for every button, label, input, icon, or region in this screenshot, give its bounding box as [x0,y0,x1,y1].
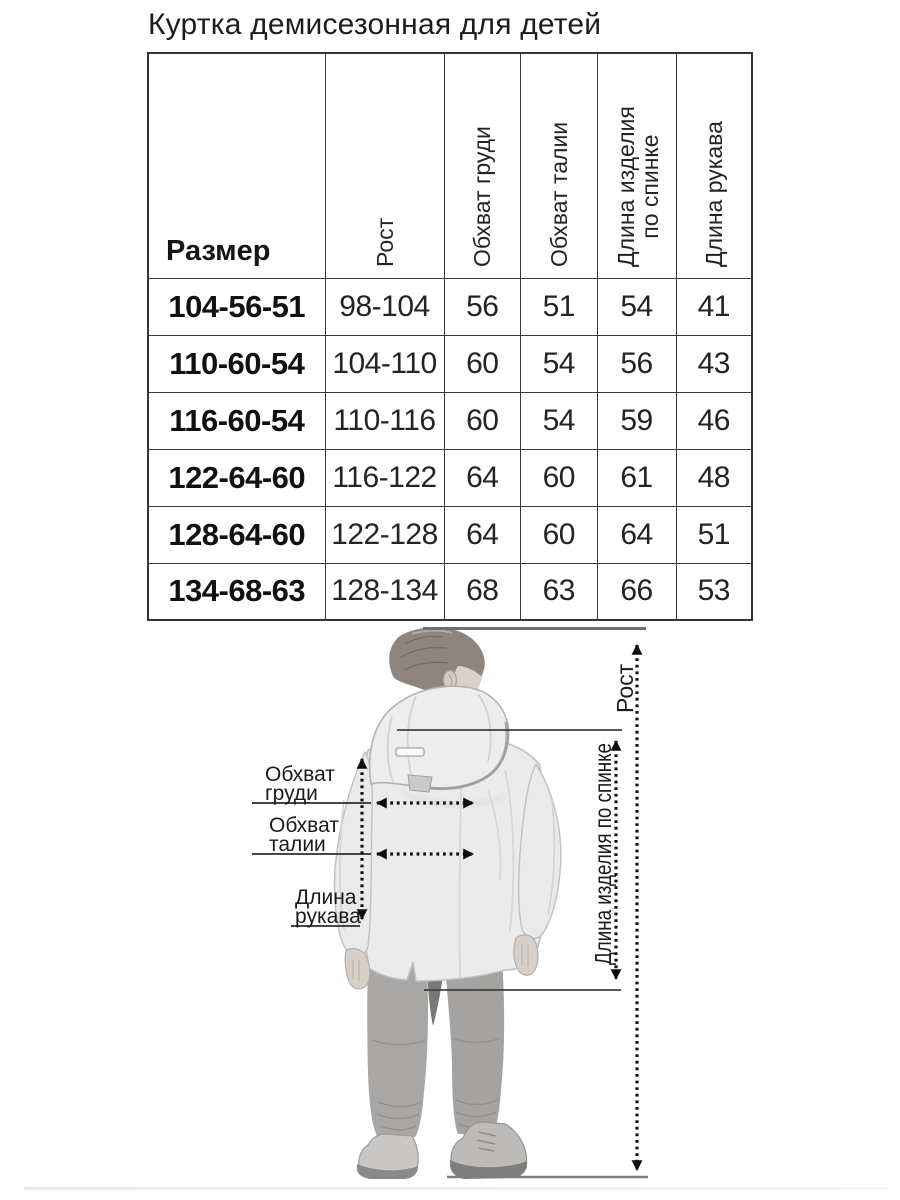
page-edge-shadow [24,1187,888,1190]
table-row [148,392,752,449]
hood-tab [408,775,432,792]
chest-value: 60 [444,392,521,449]
waist-value: 63 [521,563,598,620]
sleeve-value: 43 [676,335,752,392]
size-value: 122-64-60 [148,449,325,506]
waist-value: 60 [521,506,598,563]
waist-value: 51 [521,278,598,335]
sleeve-value: 46 [676,392,752,449]
back-length-value: 61 [597,449,676,506]
size-table [147,52,753,621]
back-length-value: 54 [597,278,676,335]
page-title: Куртка демисезонная для детей [148,8,602,41]
table-row [148,506,752,563]
size-value: 104-56-51 [148,278,325,335]
back-length-value: 56 [597,335,676,392]
height-value: 110-116 [325,392,444,449]
size-value: 134-68-63 [148,563,325,620]
height-value: 116-122 [325,449,444,506]
waist-label [269,814,339,856]
chest-value: 60 [444,335,521,392]
back-length-value: 64 [597,506,676,563]
jeans [367,958,504,1137]
back-length-value: 66 [597,563,676,620]
sleeve-value: 48 [676,449,752,506]
height-value: 98-104 [325,278,444,335]
table-row [148,449,752,506]
back-length-label: Длина изделия по спинке [590,693,616,965]
chest-value: 64 [444,449,521,506]
size-value: 116-60-54 [148,392,325,449]
column-header-sleeve-cell [676,53,752,278]
waist-value: 54 [521,392,598,449]
sleeve-label [295,886,361,928]
column-header-sleeve: Длина рукава [700,120,727,267]
header-row [148,53,752,278]
waist-value: 54 [521,335,598,392]
back-length-value: 59 [597,392,676,449]
height-label: Рост [612,663,638,713]
column-header-size-cell [148,53,325,278]
right-hand [514,935,538,975]
hood-tag [396,748,424,756]
svg-text:Обхват: Обхват [265,763,335,786]
svg-text:Обхват: Обхват [269,814,339,837]
size-value: 110-60-54 [148,335,325,392]
chest-value: 68 [444,563,521,620]
table-row [148,335,752,392]
waist-value: 60 [521,449,598,506]
table-row [148,563,752,620]
svg-text:груди: груди [265,782,318,805]
svg-text:талии: талии [269,833,326,856]
chest-label [265,763,335,805]
measurement-diagram [0,620,900,1200]
table-row [148,278,752,335]
height-value: 122-128 [325,506,444,563]
chest-value: 56 [444,278,521,335]
svg-text:рукава: рукава [295,905,361,928]
sleeve-value: 51 [676,506,752,563]
column-header-chest: Обхват груди [469,125,496,267]
sleeve-value: 53 [676,563,752,620]
column-header-height-cell [325,53,444,278]
height-value: 128-134 [325,563,444,620]
column-header-chest-cell [444,53,521,278]
column-header-back-length: Длина изделия по спинке [612,105,663,267]
size-value: 128-64-60 [148,506,325,563]
sleeve-value: 41 [676,278,752,335]
column-header-waist: Обхват талии [545,121,572,267]
height-value: 104-110 [325,335,444,392]
svg-text:Длина: Длина [295,886,357,909]
chest-value: 64 [444,506,521,563]
column-header-size: Размер [166,234,271,267]
column-header-back-length-cell [597,53,676,278]
boy-figure [335,627,561,1179]
column-header-waist-cell [521,53,598,278]
column-header-height: Рост [371,217,398,267]
